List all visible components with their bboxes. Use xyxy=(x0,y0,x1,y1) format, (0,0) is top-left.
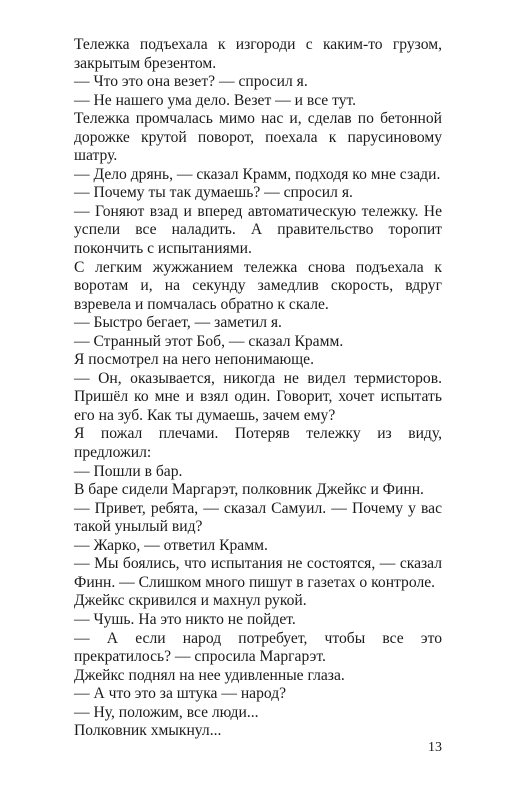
paragraph: — Гоняют взад и вперед автоматическую тележку. Не успели все наладить. А правительство торопит покончить с испытаниями. xyxy=(74,202,442,258)
paragraph: С легким жужжанием тележка снова подъехала к воротам и, на секунду замедлив скорость, вдруг взревела и помчалась обратно к скале. xyxy=(74,258,442,313)
paragraph: Тележка промчалась мимо нас и, сделав по бетонной дорожке крутой поворот, поехала к парусиновому шатру. xyxy=(74,110,442,165)
paragraph: — Жарко, — ответил Крамм. xyxy=(74,536,268,554)
body-text xyxy=(74,36,442,741)
paragraph: — Пошли в бар. xyxy=(74,462,183,480)
paragraph: — Быстро бегает, — заметил я. xyxy=(74,314,282,332)
page-number: 13 xyxy=(428,740,442,755)
paragraph: Я посмотрел на него непонимающе. xyxy=(74,351,315,369)
paragraph: Я пожал плечами. Потеряв тележку из виду, предложил: xyxy=(74,425,442,462)
paragraph: — Мы боялись, что испытания не состоятся, — сказал Финн. — Слишком много пишут в газетах о контроле. xyxy=(74,555,442,591)
paragraph: — Привет, ребята, — сказал Самуил. — Почему у вас такой унылый вид? xyxy=(74,499,442,536)
paragraph: Джейкс скривился и махнул рукой. xyxy=(74,592,307,610)
paragraph: — Почему ты так думаешь? — спросил я. xyxy=(74,184,353,202)
paragraph: В баре сидели Маргарэт, полковник Джейкс и Финн. xyxy=(74,481,424,499)
paragraph: — Дело дрянь, — сказал Крамм, подходя ко мне сзади. xyxy=(74,165,441,183)
paragraph: Тележка подъехала к изгороди с каким-то грузом, закрытым брезентом. xyxy=(74,36,442,72)
paragraph: — А что это за штука — народ? xyxy=(74,685,287,703)
paragraph: Джейкс поднял на нее удивленные глаза. xyxy=(74,666,345,684)
paragraph: Полковник хмыкнул... xyxy=(74,722,222,740)
paragraph: — Ну, положим, все люди... xyxy=(74,703,259,721)
paragraph: — Чушь. На это никто не пойдет. xyxy=(74,610,296,628)
paragraph: — Странный этот Боб, — сказал Крамм. xyxy=(74,332,344,350)
paragraph: — А если народ потребует, чтобы все это прекратилось? — спросила Маргарэт. xyxy=(74,629,442,666)
paragraph: — Что это она везет? — спросил я. xyxy=(74,73,308,91)
paragraph: — Он, оказывается, никогда не видел термисторов. Пришёл ко мне и взял один. Говорит, хочет испытать его на зуб. Как ты думаешь, зачем ему? xyxy=(74,369,442,424)
paragraph: — Не нашего ума дело. Везет — и все тут. xyxy=(74,91,357,109)
